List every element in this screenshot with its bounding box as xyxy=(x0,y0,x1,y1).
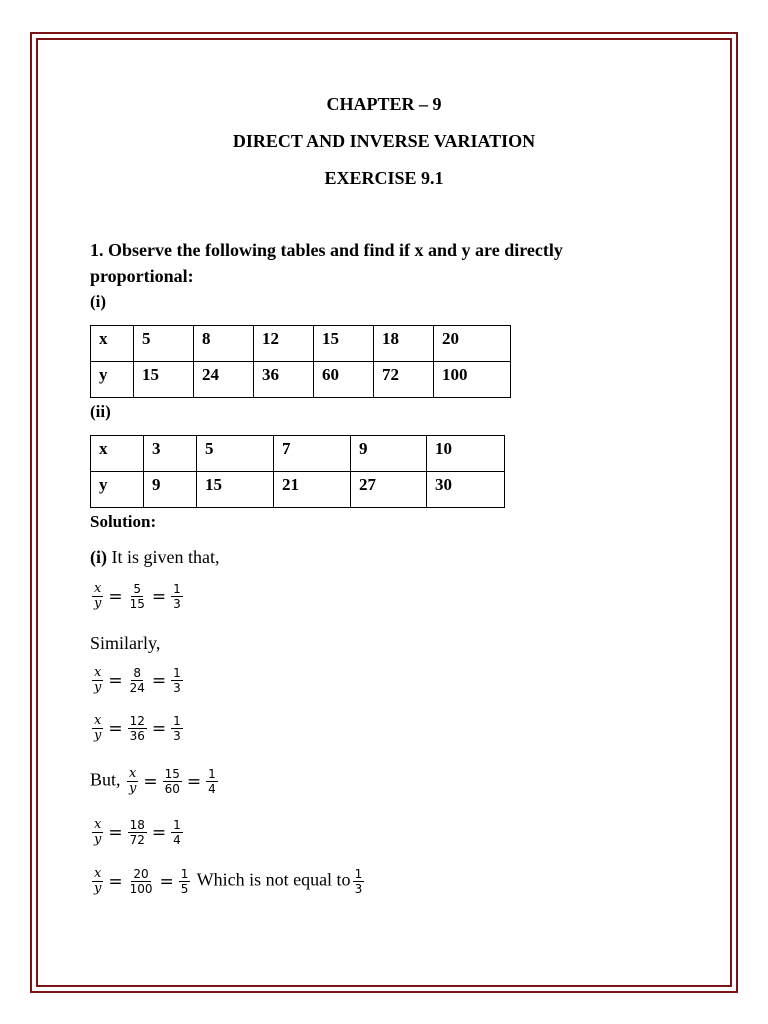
fraction xyxy=(171,818,183,847)
fraction-denominator: 72 xyxy=(129,833,145,847)
table-cell: 24 xyxy=(194,362,254,398)
fraction-x-over-y xyxy=(127,767,138,796)
table-cell: 3 xyxy=(144,436,197,472)
fraction xyxy=(179,867,191,896)
solution-intro-text: It is given that, xyxy=(107,547,220,567)
table-cell: 15 xyxy=(197,472,274,508)
fraction-denominator: 15 xyxy=(129,597,145,611)
solution-label: Solution: xyxy=(90,512,157,531)
chapter-heading: CHAPTER – 9 xyxy=(326,94,442,114)
equation xyxy=(90,867,366,896)
chapter-title: DIRECT AND INVERSE VARIATION xyxy=(232,131,536,151)
fraction-denominator: 5 xyxy=(180,882,189,896)
fraction-denominator: 3 xyxy=(173,729,181,743)
fraction-numerator: 8 xyxy=(133,666,142,680)
fraction xyxy=(171,714,183,743)
table-cell: y xyxy=(91,362,134,398)
fraction-denominator: 24 xyxy=(129,681,145,695)
not-equal-text: Which is not equal to xyxy=(196,869,351,890)
fraction-numerator: 5 xyxy=(133,582,142,596)
fraction-denominator: 3 xyxy=(354,882,363,896)
table-cell: x xyxy=(91,436,144,472)
equals-sign: = xyxy=(108,871,123,892)
table-cell: 15 xyxy=(314,326,374,362)
equals-sign: = xyxy=(151,586,167,607)
fraction-numerator: x xyxy=(94,817,102,832)
table-cell: 30 xyxy=(427,472,505,508)
equation xyxy=(90,582,185,611)
fraction xyxy=(128,714,147,743)
fraction-numerator: 1 xyxy=(180,867,189,881)
equals-sign: = xyxy=(108,670,123,691)
fraction-x-over-y xyxy=(92,867,103,896)
fraction xyxy=(171,666,183,695)
fraction xyxy=(353,867,365,896)
part-i-label: (i) xyxy=(90,292,107,311)
equals-sign: = xyxy=(151,670,167,691)
equals-sign: = xyxy=(108,718,123,739)
table-cell: y xyxy=(91,472,144,508)
equals-sign: = xyxy=(108,822,123,843)
solution-part-label: (i) xyxy=(90,547,107,567)
fraction-numerator: 1 xyxy=(173,818,181,832)
table-cell: 60 xyxy=(314,362,374,398)
fraction-x-over-y xyxy=(92,818,103,847)
table-cell: 12 xyxy=(254,326,314,362)
fraction xyxy=(206,767,218,796)
table-cell: 100 xyxy=(434,362,511,398)
table-row xyxy=(91,326,511,362)
fraction-denominator: 3 xyxy=(173,681,181,695)
fraction-denominator: y xyxy=(94,832,102,847)
fraction-x-over-y xyxy=(92,714,103,743)
table-cell: 9 xyxy=(351,436,427,472)
fraction xyxy=(171,582,183,611)
equals-sign: = xyxy=(159,871,174,892)
fraction-numerator: 12 xyxy=(129,714,145,728)
fraction-numerator: 1 xyxy=(354,867,363,881)
fraction-denominator: 4 xyxy=(173,833,181,847)
table-cell: 18 xyxy=(374,326,434,362)
fraction-numerator: 1 xyxy=(173,582,181,596)
fraction-numerator: x xyxy=(129,766,137,781)
fraction xyxy=(128,582,147,611)
fraction-numerator: 1 xyxy=(208,767,216,781)
fraction-numerator: 1 xyxy=(173,714,181,728)
table-cell: 7 xyxy=(274,436,351,472)
equals-sign: = xyxy=(151,718,167,739)
table-cell: 36 xyxy=(254,362,314,398)
exercise-heading: EXERCISE 9.1 xyxy=(324,168,444,188)
fraction xyxy=(128,818,147,847)
fraction-denominator: y xyxy=(94,881,102,896)
fraction-x-over-y xyxy=(92,666,103,695)
question-text: 1. Observe the following tables and find if x and y are directly proportional: xyxy=(90,240,563,286)
table-row xyxy=(91,472,505,508)
but-text: But, xyxy=(90,769,121,790)
fraction xyxy=(128,867,155,896)
solution-intro xyxy=(90,547,219,568)
fraction xyxy=(128,666,147,695)
fraction-denominator: 36 xyxy=(129,729,145,743)
table-cell: 5 xyxy=(134,326,194,362)
equals-sign: = xyxy=(186,771,202,792)
fraction-denominator: 3 xyxy=(173,597,181,611)
fraction-denominator: y xyxy=(94,596,102,611)
fraction xyxy=(163,767,182,796)
fraction-denominator: 60 xyxy=(164,782,180,796)
equation xyxy=(90,666,185,695)
equation xyxy=(90,818,185,847)
fraction-denominator: y xyxy=(94,680,102,695)
equation xyxy=(90,767,220,796)
table-row xyxy=(91,362,511,398)
table-cell: x xyxy=(91,326,134,362)
table-cell: 10 xyxy=(427,436,505,472)
fraction-x-over-y xyxy=(92,582,103,611)
similarly-text: Similarly, xyxy=(90,633,161,653)
table-cell: 15 xyxy=(134,362,194,398)
equals-sign: = xyxy=(143,771,158,792)
fraction-numerator: x xyxy=(94,713,102,728)
fraction-denominator: 100 xyxy=(129,882,153,896)
equation xyxy=(90,714,185,743)
fraction-denominator: y xyxy=(94,728,102,743)
fraction-numerator: x xyxy=(94,866,102,881)
fraction-numerator: x xyxy=(94,581,102,596)
part-ii-label: (ii) xyxy=(90,402,111,421)
fraction-numerator: x xyxy=(94,665,102,680)
equals-sign: = xyxy=(108,586,123,607)
fraction-denominator: 4 xyxy=(208,782,216,796)
fraction-numerator: 18 xyxy=(129,818,145,832)
table-cell: 8 xyxy=(194,326,254,362)
table-row xyxy=(91,436,505,472)
table-cell: 27 xyxy=(351,472,427,508)
table-cell: 9 xyxy=(144,472,197,508)
fraction-numerator: 15 xyxy=(164,767,180,781)
fraction-numerator: 1 xyxy=(173,666,181,680)
table-ii xyxy=(90,435,505,508)
fraction-denominator: y xyxy=(129,781,137,796)
table-cell: 21 xyxy=(274,472,351,508)
table-cell: 20 xyxy=(434,326,511,362)
fraction-numerator: 20 xyxy=(133,867,149,881)
equals-sign: = xyxy=(151,822,167,843)
table-i xyxy=(90,325,511,398)
table-cell: 72 xyxy=(374,362,434,398)
table-cell: 5 xyxy=(197,436,274,472)
